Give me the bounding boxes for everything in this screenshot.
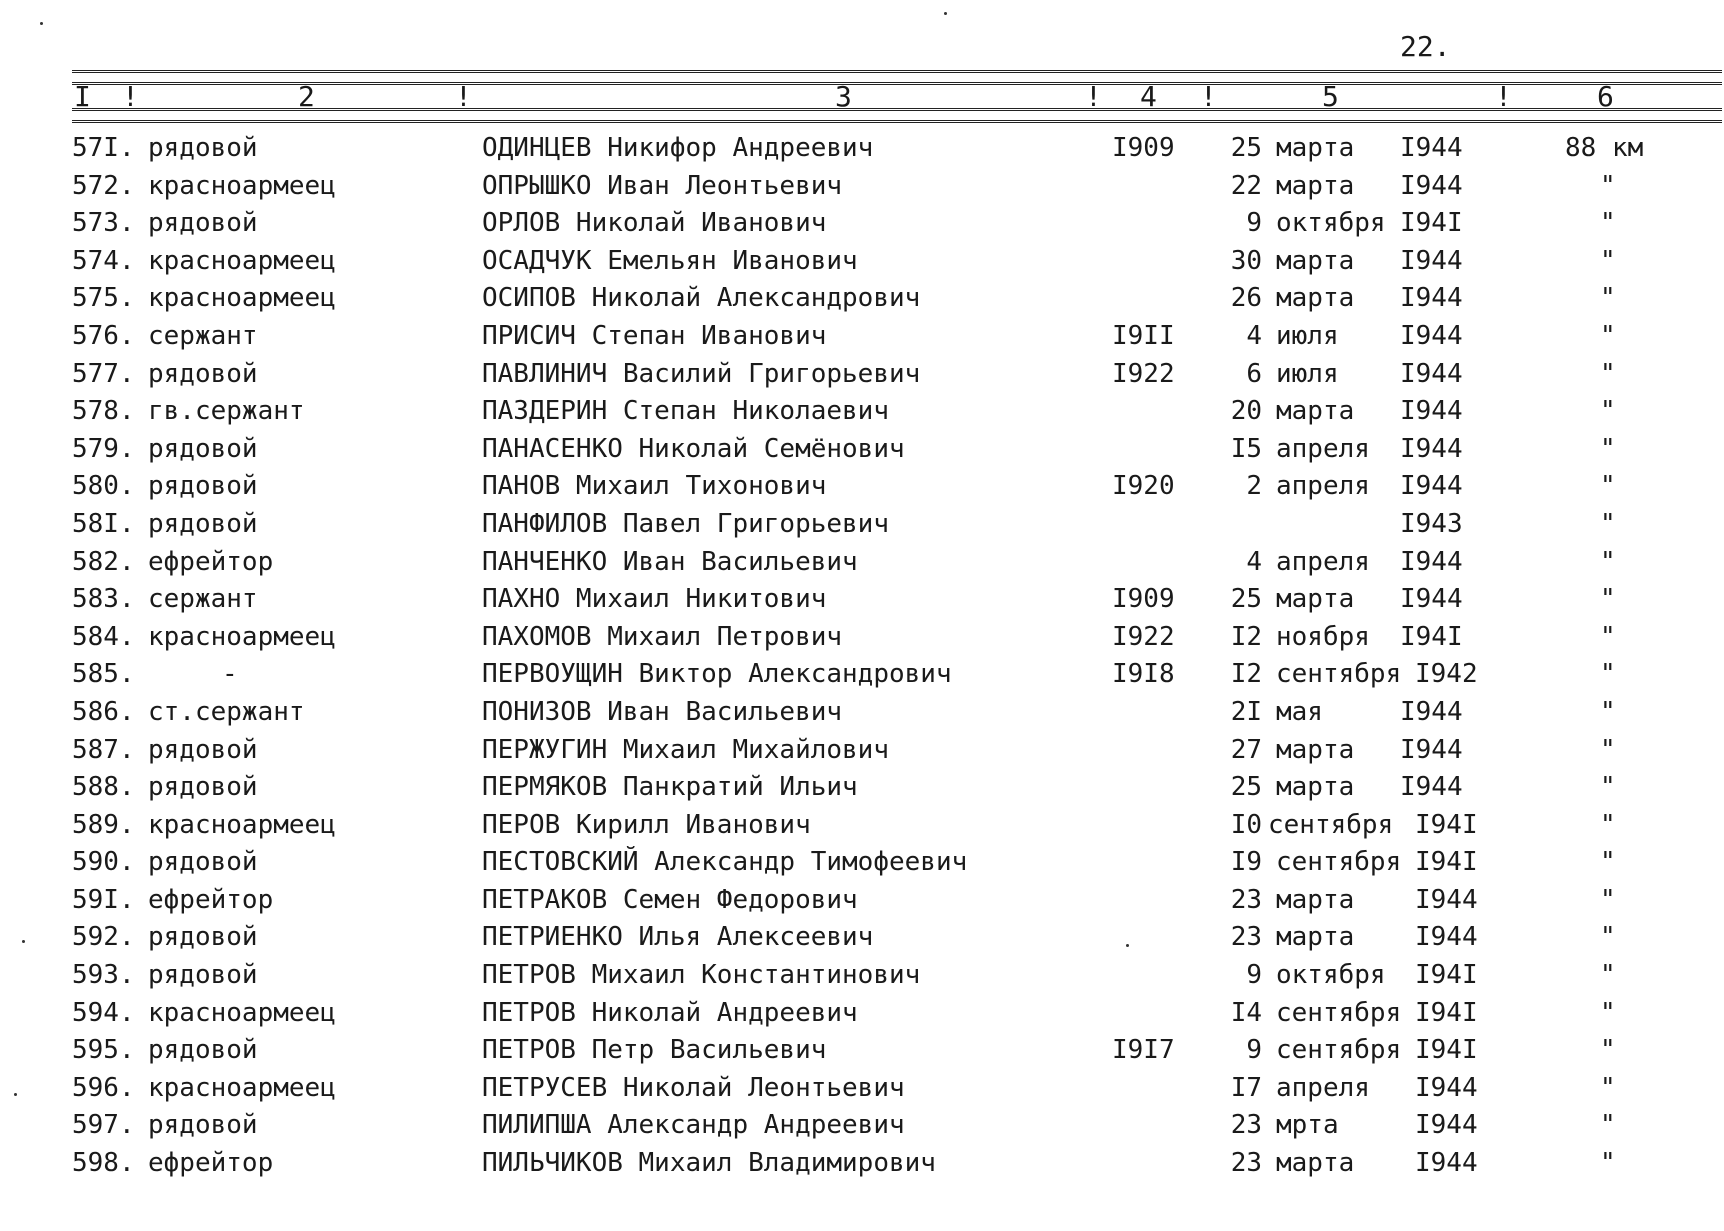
record-death-year: I944 (1400, 433, 1463, 464)
record-burial-place: " (1600, 508, 1616, 539)
table-row (0, 581, 1724, 619)
column-separator: ! (1495, 80, 1512, 113)
record-burial-place: " (1600, 208, 1616, 239)
record-death-month: сентября (1268, 809, 1394, 840)
record-death-year: I94I (1415, 809, 1478, 840)
table-row (0, 769, 1724, 807)
record-number: 587. (72, 734, 135, 765)
record-death-day: 9 (1246, 208, 1262, 239)
record-death-year: I944 (1400, 584, 1463, 615)
column-header-1: I (74, 80, 91, 113)
record-death-month: июля (1276, 358, 1339, 389)
record-burial-place: " (1600, 546, 1616, 577)
record-rank: гв.сержант (148, 396, 305, 427)
record-birth-year: I922 (1112, 621, 1175, 652)
record-name: ПАНФИЛОВ Павел Григорьевич (482, 508, 889, 539)
table-row (0, 1107, 1724, 1145)
record-name: ПЕРОВ Кирилл Иванович (482, 809, 811, 840)
record-burial-place: " (1600, 997, 1616, 1028)
table-row (0, 656, 1724, 694)
record-death-year: I943 (1400, 508, 1463, 539)
table-row (0, 807, 1724, 845)
record-death-month: марта (1276, 584, 1355, 615)
record-name: ПЕТРАКОВ Семен Федорович (482, 884, 858, 915)
record-name: ПЕРЖУГИН Михаил Михайлович (482, 734, 889, 765)
record-death-day: 6 (1246, 358, 1262, 389)
record-number: 572. (72, 170, 135, 201)
record-death-year: I94I (1415, 997, 1478, 1028)
record-death-day: 26 (1230, 283, 1262, 314)
record-name: ПАВЛИНИЧ Василий Григорьевич (482, 358, 921, 389)
record-rank: рядовой (148, 1110, 258, 1141)
table-row (0, 168, 1724, 206)
record-death-day: 20 (1230, 396, 1262, 427)
record-name: ОПРЫШКО Иван Леонтьевич (482, 170, 843, 201)
record-burial-place: " (1600, 1035, 1616, 1066)
record-name: ПРИСИЧ Степан Иванович (482, 320, 827, 351)
record-burial-place: " (1600, 471, 1616, 502)
table-row (0, 919, 1724, 957)
record-burial-place: " (1600, 433, 1616, 464)
record-rank: рядовой (148, 471, 258, 502)
table-row (0, 205, 1724, 243)
record-death-year: I944 (1400, 772, 1463, 803)
record-number: 594. (72, 997, 135, 1028)
table-row (0, 694, 1724, 732)
paper-speck (22, 940, 25, 943)
record-death-day: I0 (1230, 809, 1262, 840)
record-name: ОРЛОВ Николай Иванович (482, 208, 827, 239)
record-death-year: I944 (1400, 245, 1463, 276)
column-separator: ! (1200, 80, 1217, 113)
record-rank: ст.сержант (148, 696, 305, 727)
record-death-day: 25 (1230, 772, 1262, 803)
record-rank: красноармеец (148, 997, 336, 1028)
record-burial-place: " (1600, 170, 1616, 201)
record-death-day: 25 (1230, 584, 1262, 615)
record-death-day: 9 (1246, 960, 1262, 991)
record-death-year: I944 (1400, 696, 1463, 727)
record-burial-place: " (1600, 922, 1616, 953)
record-death-year: I942 (1415, 659, 1478, 690)
record-death-year: I944 (1415, 922, 1478, 953)
paper-speck (40, 22, 43, 25)
record-burial-place: " (1600, 1072, 1616, 1103)
record-death-day: 22 (1230, 170, 1262, 201)
table-row (0, 318, 1724, 356)
record-death-month: марта (1276, 133, 1355, 163)
table-row (0, 995, 1724, 1033)
record-rank: рядовой (148, 1035, 258, 1066)
record-rank: ефрейтор (148, 884, 274, 915)
record-name: ПЕСТОВСКИЙ Александр Тимофеевич (482, 847, 968, 878)
record-death-day: 23 (1230, 1148, 1262, 1179)
record-death-day: 4 (1246, 320, 1262, 351)
record-death-month: апреля (1276, 471, 1370, 502)
record-rank: сержант (148, 320, 258, 351)
column-header-6: 6 (1597, 80, 1614, 113)
record-burial-place: " (1600, 696, 1616, 727)
record-rank: рядовой (148, 433, 258, 464)
record-rank: рядовой (148, 208, 258, 239)
record-death-year: I94I (1400, 621, 1463, 652)
record-death-month: марта (1276, 170, 1355, 201)
record-death-year: I944 (1415, 1148, 1478, 1179)
record-death-month: мая (1276, 696, 1323, 727)
record-death-month: марта (1276, 884, 1355, 915)
record-number: 580. (72, 471, 135, 502)
record-death-day: 9 (1246, 1035, 1262, 1066)
record-death-day: 27 (1230, 734, 1262, 765)
record-name: ПЕРВОУЩИН Виктор Александрович (482, 659, 952, 690)
record-death-day: 23 (1230, 1110, 1262, 1141)
record-death-day: I9 (1230, 847, 1262, 878)
record-name: ОСАДЧУК Емельян Иванович (482, 245, 858, 276)
column-header-3: 3 (835, 80, 852, 113)
record-burial-place: " (1600, 245, 1616, 276)
table-row (0, 544, 1724, 582)
record-number: 595. (72, 1035, 135, 1066)
record-death-year: I94I (1415, 960, 1478, 991)
record-death-day: I2 (1230, 621, 1262, 652)
table-row (0, 431, 1724, 469)
record-death-day: 2I (1230, 696, 1262, 727)
record-burial-place: " (1600, 584, 1616, 615)
record-name: ПАХОМОВ Михаил Петрович (482, 621, 843, 652)
header-rule-bottom (72, 108, 1722, 123)
record-name: ОСИПОВ Николай Александрович (482, 283, 921, 314)
record-burial-place: 88 км (1565, 133, 1644, 163)
record-birth-year: I920 (1112, 471, 1175, 502)
record-birth-year: I909 (1112, 584, 1175, 615)
record-rank: красноармеец (148, 283, 336, 314)
column-separator: ! (1085, 80, 1102, 113)
record-burial-place: " (1600, 283, 1616, 314)
column-separator: ! (122, 80, 139, 113)
record-death-month: апреля (1276, 546, 1370, 577)
record-number: 579. (72, 433, 135, 464)
record-burial-place: " (1600, 621, 1616, 652)
record-death-month: сентября (1276, 997, 1402, 1028)
record-number: 589. (72, 809, 135, 840)
record-burial-place: " (1600, 772, 1616, 803)
record-death-month: марта (1276, 245, 1355, 276)
column-header-4: 4 (1140, 80, 1157, 113)
record-death-day: I2 (1230, 659, 1262, 690)
record-death-year: I944 (1400, 396, 1463, 427)
record-birth-year: I9I8 (1112, 659, 1175, 690)
record-rank: - (222, 659, 238, 690)
record-death-year: I94I (1415, 1035, 1478, 1066)
record-death-month: октября (1276, 960, 1386, 991)
record-number: 583. (72, 584, 135, 615)
record-number: 585. (72, 659, 135, 690)
record-death-day: 23 (1230, 922, 1262, 953)
record-number: 573. (72, 208, 135, 239)
record-name: ПАХНО Михаил Никитович (482, 584, 827, 615)
record-death-month: марта (1276, 772, 1355, 803)
table-row (0, 1070, 1724, 1108)
record-name: ПАНОВ Михаил Тихонович (482, 471, 827, 502)
record-name: ПАНЧЕНКО Иван Васильевич (482, 546, 858, 577)
record-death-year: I944 (1400, 133, 1463, 163)
record-rank: рядовой (148, 734, 258, 765)
record-burial-place: " (1600, 320, 1616, 351)
record-death-day: 30 (1230, 245, 1262, 276)
record-burial-place: " (1600, 734, 1616, 765)
record-number: 576. (72, 320, 135, 351)
record-rank: красноармеец (148, 170, 336, 201)
record-burial-place: " (1600, 809, 1616, 840)
record-death-day: 25 (1230, 133, 1262, 163)
record-rank: красноармеец (148, 1072, 336, 1103)
record-number: 592. (72, 922, 135, 953)
record-death-year: I94I (1415, 847, 1478, 878)
record-number: 577. (72, 358, 135, 389)
record-name: ПАНАСЕНКО Николай Семёнович (482, 433, 905, 464)
table-row (0, 506, 1724, 544)
record-birth-year: I9II (1112, 320, 1175, 351)
paper-speck (14, 1093, 17, 1096)
record-death-month: марта (1276, 396, 1355, 427)
record-number: 598. (72, 1148, 135, 1179)
table-row (0, 468, 1724, 506)
record-rank: рядовой (148, 922, 258, 953)
record-death-year: I944 (1400, 734, 1463, 765)
record-name: ПОНИЗОВ Иван Васильевич (482, 696, 843, 727)
record-number: 593. (72, 960, 135, 991)
record-death-year: I944 (1400, 170, 1463, 201)
table-header (0, 80, 1724, 113)
record-rank: красноармеец (148, 621, 336, 652)
record-death-day: I7 (1230, 1072, 1262, 1103)
record-name: ПИЛЬЧИКОВ Михаил Владимирович (482, 1148, 936, 1179)
record-death-month: октября (1276, 208, 1386, 239)
record-death-day: 2 (1246, 471, 1262, 502)
record-death-month: ноября (1276, 621, 1370, 652)
record-rank: рядовой (148, 772, 258, 803)
record-name: ПЕТРОВ Михаил Константинович (482, 960, 921, 991)
column-separator: ! (455, 80, 472, 113)
record-death-month: мрта (1276, 1110, 1339, 1141)
record-death-month: апреля (1276, 1072, 1370, 1103)
paper-speck (1126, 944, 1129, 947)
record-rank: рядовой (148, 358, 258, 389)
record-name: ПЕТРОВ Петр Васильевич (482, 1035, 827, 1066)
record-rank: красноармеец (148, 245, 336, 276)
record-death-day: I5 (1230, 433, 1262, 464)
record-death-year: I944 (1415, 1110, 1478, 1141)
record-number: 586. (72, 696, 135, 727)
table-row (0, 732, 1724, 770)
record-birth-year: I9I7 (1112, 1035, 1175, 1066)
record-number: 57I. (72, 133, 135, 163)
table-row (0, 130, 1724, 168)
record-rank: рядовой (148, 133, 258, 163)
record-death-month: марта (1276, 734, 1355, 765)
record-death-year: I944 (1400, 546, 1463, 577)
record-number: 597. (72, 1110, 135, 1141)
table-row (0, 1032, 1724, 1070)
record-name: ПЕТРОВ Николай Андреевич (482, 997, 858, 1028)
record-number: 578. (72, 396, 135, 427)
record-death-month: сентября (1276, 847, 1402, 878)
table-row (0, 280, 1724, 318)
record-name: ОДИНЦЕВ Никифор Андреевич (482, 133, 874, 163)
record-death-year: I944 (1400, 283, 1463, 314)
record-burial-place: " (1600, 396, 1616, 427)
record-birth-year: I922 (1112, 358, 1175, 389)
record-birth-year: I909 (1112, 133, 1175, 163)
record-name: ПАЗДЕРИН Степан Николаевич (482, 396, 889, 427)
record-rank: ефрейтор (148, 546, 274, 577)
column-header-2: 2 (298, 80, 315, 113)
table-row (0, 1145, 1724, 1183)
record-death-month: марта (1276, 283, 1355, 314)
record-number: 58I. (72, 508, 135, 539)
record-death-year: I944 (1400, 358, 1463, 389)
record-number: 590. (72, 847, 135, 878)
table-row (0, 356, 1724, 394)
record-death-year: I944 (1400, 320, 1463, 351)
record-rank: ефрейтор (148, 1148, 274, 1179)
record-name: ПЕТРУСЕВ Николай Леонтьевич (482, 1072, 905, 1103)
table-row (0, 393, 1724, 431)
record-number: 584. (72, 621, 135, 652)
paper-speck (944, 12, 947, 15)
record-number: 575. (72, 283, 135, 314)
table-row (0, 619, 1724, 657)
record-death-month: сентября (1276, 659, 1402, 690)
table-row (0, 957, 1724, 995)
record-death-month: марта (1276, 922, 1355, 953)
record-death-month: сентября (1276, 1035, 1402, 1066)
record-death-month: июля (1276, 320, 1339, 351)
record-number: 596. (72, 1072, 135, 1103)
table-row (0, 882, 1724, 920)
page-number: 22. (1400, 30, 1451, 63)
record-death-month: апреля (1276, 433, 1370, 464)
record-burial-place: " (1600, 884, 1616, 915)
record-death-year: I944 (1400, 471, 1463, 502)
record-name: ПЕРМЯКОВ Панкратий Ильич (482, 772, 858, 803)
record-name: ПИЛИПША Александр Андреевич (482, 1110, 905, 1141)
record-number: 574. (72, 245, 135, 276)
record-rank: рядовой (148, 508, 258, 539)
record-burial-place: " (1600, 847, 1616, 878)
column-header-5: 5 (1322, 80, 1339, 113)
record-list (0, 130, 1724, 1183)
record-death-day: 23 (1230, 884, 1262, 915)
record-number: 59I. (72, 884, 135, 915)
record-burial-place: " (1600, 960, 1616, 991)
record-death-day: 4 (1246, 546, 1262, 577)
record-death-year: I944 (1415, 884, 1478, 915)
table-row (0, 844, 1724, 882)
record-burial-place: " (1600, 1148, 1616, 1179)
record-number: 588. (72, 772, 135, 803)
record-death-month: марта (1276, 1148, 1355, 1179)
record-name: ПЕТРИЕНКО Илья Алексеевич (482, 922, 874, 953)
record-rank: красноармеец (148, 809, 336, 840)
record-burial-place: " (1600, 358, 1616, 389)
record-number: 582. (72, 546, 135, 577)
record-rank: рядовой (148, 960, 258, 991)
table-row (0, 243, 1724, 281)
record-burial-place: " (1600, 659, 1616, 690)
record-death-day: I4 (1230, 997, 1262, 1028)
record-burial-place: " (1600, 1110, 1616, 1141)
record-rank: рядовой (148, 847, 258, 878)
record-rank: сержант (148, 584, 258, 615)
record-death-year: I94I (1400, 208, 1463, 239)
record-death-year: I944 (1415, 1072, 1478, 1103)
